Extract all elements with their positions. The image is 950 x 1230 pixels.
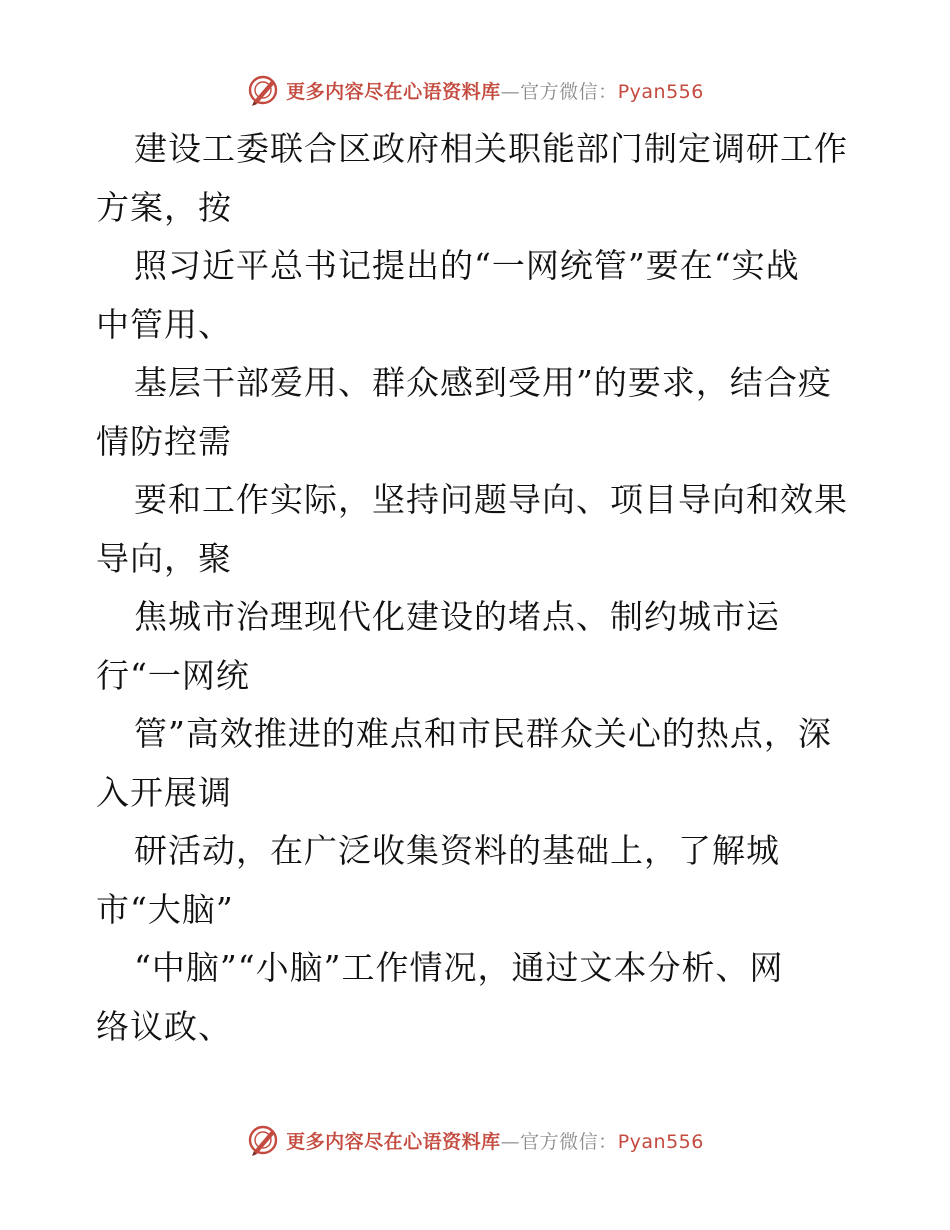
text-line: 要和工作实际，坚持问题导向、项目导向和效果 xyxy=(134,480,848,519)
text-line: 基层干部爱用、群众感到受用”的要求，结合疫 xyxy=(134,363,832,402)
text-line: “中脑”“小脑”工作情况，通过文本分析、网 xyxy=(134,948,784,987)
footer-banner xyxy=(0,1120,950,1160)
banner-account: Pyan556 xyxy=(617,1130,704,1153)
text-line: 络议政、 xyxy=(96,1006,232,1046)
header-banner xyxy=(0,70,950,110)
footer-banner-inner xyxy=(246,1123,704,1157)
text-line: 照习近平总书记提出的“一网统管”要在“实战 xyxy=(134,246,800,285)
banner-wechat-label: 官方微信： xyxy=(520,1130,618,1153)
document-body xyxy=(96,120,856,1056)
text-line: 情防控需 xyxy=(96,421,232,461)
banner-text xyxy=(286,1127,704,1154)
pen-seal-logo-icon xyxy=(246,73,280,107)
text-line: 中管用、 xyxy=(96,304,232,344)
text-line: 入开展调 xyxy=(96,772,232,812)
text-line: 导向，聚 xyxy=(96,538,232,578)
text-line: 研活动，在广泛收集资料的基础上，了解城 xyxy=(134,831,780,870)
text-line: 焦城市治理现代化建设的堵点、制约城市运 xyxy=(134,597,780,636)
header-banner-inner xyxy=(246,73,704,107)
text-line: 行“一网统 xyxy=(96,655,250,695)
banner-wechat-label: 官方微信： xyxy=(520,80,618,103)
text-line: 管”高效推进的难点和市民群众关心的热点，深 xyxy=(134,714,832,753)
banner-separator: — xyxy=(500,1130,521,1153)
pen-seal-logo-icon xyxy=(246,1123,280,1157)
banner-separator: — xyxy=(500,80,521,103)
text-line: 市“大脑” xyxy=(96,889,234,929)
banner-text xyxy=(286,77,704,104)
banner-brand: 更多内容尽在心语资料库 xyxy=(286,80,501,103)
banner-account: Pyan556 xyxy=(617,80,704,103)
text-line: 建设工委联合区政府相关职能部门制定调研工作 xyxy=(134,129,848,168)
text-line: 方案，按 xyxy=(96,187,232,227)
banner-brand: 更多内容尽在心语资料库 xyxy=(286,1130,501,1153)
